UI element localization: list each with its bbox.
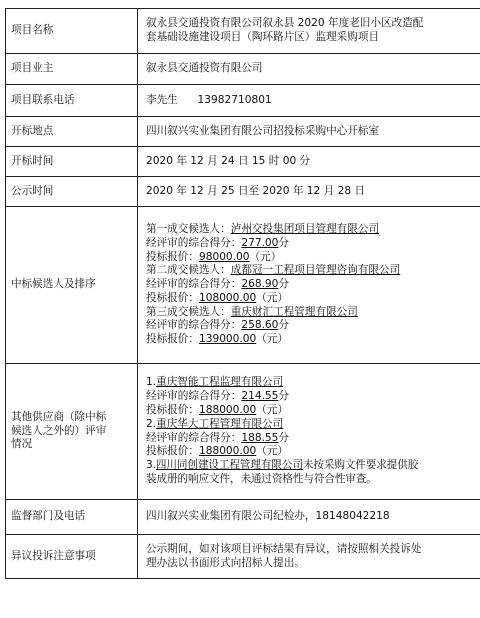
project-name-line-2: 套基础设施建设项目（陶环路片区）监理采购项目 xyxy=(146,31,380,43)
row-project-name xyxy=(6,9,480,54)
row-owner xyxy=(6,54,480,85)
candidate-2-rank-text: 第二成交候选人： xyxy=(146,264,231,277)
candidate-3-score-suffix: 分 xyxy=(278,319,290,332)
value-project-name xyxy=(138,9,480,54)
other-label-line-3: 情况 xyxy=(11,438,33,451)
label-contact: 项目联系电话 xyxy=(6,85,138,117)
other-1-score-line xyxy=(146,390,480,404)
other-2-score-line xyxy=(146,432,480,446)
candidate-2-price-label: 投标报价： xyxy=(146,291,199,304)
value-objection xyxy=(138,535,480,579)
project-name-line-1: 叙永县交通投资有限公司叙永县 2020 年度老旧小区改造配 xyxy=(146,17,424,30)
contact-person: 李先生 xyxy=(146,93,178,106)
other-1-price: 188000.00 xyxy=(198,403,257,416)
results-table-container xyxy=(5,8,475,610)
other-2-price-suffix: （元） xyxy=(256,445,289,458)
candidate-2-rank-line xyxy=(146,264,480,278)
row-candidates xyxy=(6,207,480,364)
row-objection xyxy=(6,535,480,579)
label-project-name: 项目名称 xyxy=(6,9,138,54)
value-location: 四川叙兴实业集团有限公司招投标采购中心开标室 xyxy=(138,117,480,147)
candidate-2-name: 成都冠一工程项目管理咨询有限公司 xyxy=(230,264,401,277)
label-location: 开标地点 xyxy=(6,117,138,147)
row-location xyxy=(6,117,480,147)
candidate-1-score-suffix: 分 xyxy=(278,236,290,249)
objection-line-1: 公示期间，如对该项目评标结果有异议，请按照相关投诉处 xyxy=(146,542,422,555)
candidate-3-price-line xyxy=(146,333,480,347)
label-bid-time: 开标时间 xyxy=(6,147,138,177)
value-bid-time: 2020 年 12 月 24 日 15 时 00 分 xyxy=(138,147,480,177)
value-candidates xyxy=(138,207,480,364)
other-3-line-1 xyxy=(146,459,480,473)
candidate-1-score-label: 经评审的综合得分： xyxy=(146,236,242,249)
other-1-score-suffix: 分 xyxy=(278,390,290,403)
other-3-text-1: 未按采购文件要求提供胶 xyxy=(302,459,419,472)
candidate-3-rank-line xyxy=(146,306,480,320)
other-3-prefix: 3. xyxy=(146,459,156,472)
row-contact xyxy=(6,85,480,117)
candidate-3-price-suffix: （元） xyxy=(256,333,289,346)
label-candidates: 中标候选人及排序 xyxy=(6,207,138,364)
candidate-1-rank-text: 第一成交候选人： xyxy=(146,222,231,235)
row-bid-time xyxy=(6,147,480,177)
candidate-2-score-label: 经评审的综合得分： xyxy=(146,278,242,291)
candidate-2-price: 108000.00 xyxy=(198,291,257,304)
other-2-price-line xyxy=(146,445,480,459)
candidate-1-price-label: 投标报价： xyxy=(146,250,199,263)
other-1-score: 214.55 xyxy=(241,390,279,403)
other-2-name: 重庆华大工程管理有限公司 xyxy=(156,417,284,430)
other-1-prefix: 1. xyxy=(146,376,157,389)
candidate-3-price-label: 投标报价： xyxy=(146,333,199,346)
candidate-1-price: 98000.00 xyxy=(198,250,250,263)
value-notice-time: 2020 年 12 月 25 日至 2020 年 12 月 28 日 xyxy=(138,177,480,207)
contact-phone: 13982710801 xyxy=(197,93,272,106)
candidate-1-score: 277.00 xyxy=(241,236,279,249)
other-1-price-label: 投标报价： xyxy=(146,403,199,416)
candidate-1-rank-line xyxy=(146,223,480,237)
candidate-2-price-suffix: （元） xyxy=(256,291,289,304)
candidate-2-score: 268.90 xyxy=(241,278,279,291)
candidate-3-name: 重庆财汇工程管理有限公司 xyxy=(230,305,358,318)
other-2-name-line xyxy=(146,418,480,432)
candidate-3-price: 139000.00 xyxy=(198,333,257,346)
other-1-price-suffix: （元） xyxy=(256,403,289,416)
other-2-score-label: 经评审的综合得分： xyxy=(146,431,242,444)
bid-result-table xyxy=(5,8,480,579)
value-supervision: 四川叙兴实业集团有限公司纪检办，18148042218 xyxy=(138,500,480,535)
other-1-score-label: 经评审的综合得分： xyxy=(146,390,242,403)
candidate-3-rank-text: 第三成交候选人： xyxy=(146,305,231,318)
candidate-1-price-line xyxy=(146,251,480,265)
other-2-score: 188.55 xyxy=(241,431,279,444)
label-notice-time: 公示时间 xyxy=(6,177,138,207)
value-owner: 叙永县交通投资有限公司 xyxy=(138,54,480,85)
other-label-line-1: 其他供应商（除中标 xyxy=(11,410,107,423)
other-2-prefix: 2. xyxy=(146,417,157,430)
other-2-price: 188000.00 xyxy=(198,445,257,458)
candidate-1-price-suffix: （元） xyxy=(249,250,282,263)
other-3-name: 四川同创建设工程管理有限公司 xyxy=(155,459,303,472)
label-supervision: 监督部门及电话 xyxy=(6,500,138,535)
row-supervision xyxy=(6,500,480,535)
candidate-3-score-line xyxy=(146,319,480,333)
label-objection: 异议投诉注意事项 xyxy=(6,535,138,579)
other-label-line-2: 候选人之外的）评审 xyxy=(11,424,107,437)
candidate-1-name: 泸州交投集团项目管理有限公司 xyxy=(230,222,380,235)
candidate-3-score: 258.60 xyxy=(241,319,279,332)
other-3-line-2: 装成册的响应文件，未通过资格性与符合性审查。 xyxy=(146,472,377,485)
candidate-3-score-label: 经评审的综合得分： xyxy=(146,319,242,332)
row-other-suppliers xyxy=(6,364,480,500)
value-contact xyxy=(138,85,480,117)
candidate-2-price-line xyxy=(146,292,480,306)
other-2-price-label: 投标报价： xyxy=(146,445,199,458)
other-2-score-suffix: 分 xyxy=(278,431,290,444)
candidate-1-score-line xyxy=(146,237,480,251)
other-1-name: 重庆智能工程监理有限公司 xyxy=(156,376,284,389)
candidate-2-score-suffix: 分 xyxy=(278,278,290,291)
objection-line-2: 理办法以书面形式向招标人提出。 xyxy=(146,556,305,569)
candidate-2-score-line xyxy=(146,278,480,292)
row-notice-time xyxy=(6,177,480,207)
other-1-price-line xyxy=(146,404,480,418)
other-1-name-line xyxy=(146,376,480,390)
label-owner: 项目业主 xyxy=(6,54,138,85)
value-other-suppliers xyxy=(138,364,480,500)
label-other-suppliers xyxy=(6,364,138,500)
